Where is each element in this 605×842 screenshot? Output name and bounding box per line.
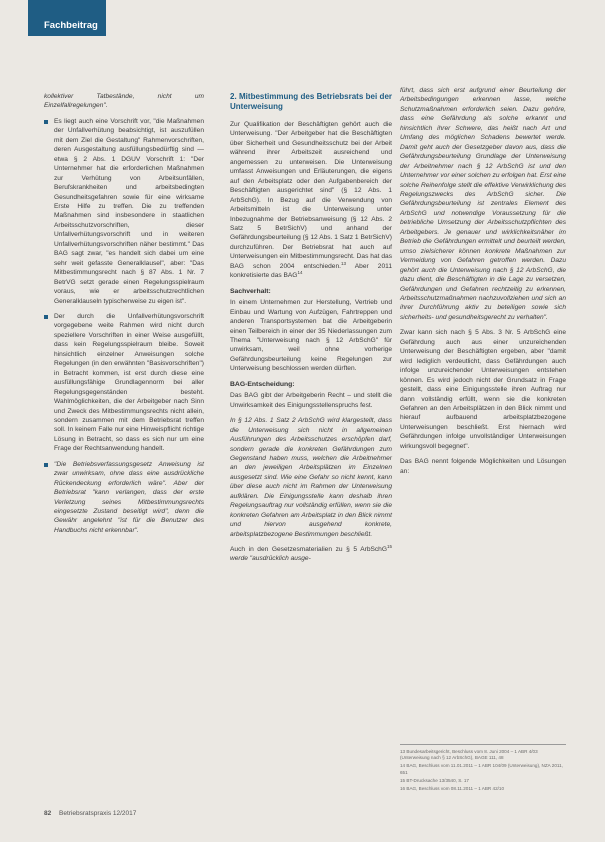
footnotes — [400, 744, 566, 794]
bag-heading: BAG-Entscheidung: — [230, 380, 295, 388]
section-tag — [28, 0, 106, 36]
col1-intro: kollektiver Tatbestände, nicht um Einzelfallregelungen". — [44, 93, 204, 110]
bag-paragraph-1: Das BAG gibt der Arbeitgeberin Recht – und stellt die Unwirksamkeit des Einigungsstellenspruchs fest. — [230, 392, 392, 409]
col1-bullet-1: Es liegt auch eine Vorschrift vor, "die Maßnahmen der Unfallverhütung beabsichtigt, ist auszufüllen mit dem Ziel die Gestaltung" Rahmenvorschriften, deren Ausgestaltung ausfüllungsbedürftig sind — etwa § 2 Abs. 1 DGUV Vorschrift 1: "Der Unternehmer hat die erforderlichen Maßnahmen zur Verhütung von Arbeitsunfällen, Berufskrankheiten und arbeitsbedingten Gesundheitsgefahren sowie für eine wirksame Erste Hilfe zu treffen. Die zu treffenden Maßnahmen sind insbesondere in staatlichen Arbeitsschutzvorschriften, dieser Unfallverhütungsvorschrift und in weiteren Unfallverhütungsvorschriften näher bestimmt." Das BAG sagt zwar, "es handelt sich dabei um eine sehr weit gefasste Generalklausel", aber: "Das Mitbestimmungsrecht nach § 87 Abs. 1 Nr. 7 BetrVG setzt gerade einen Regelungsspielraum voraus, wie er arbeitsschutzrechtlichen Generalklauseln typischerweise zu eigen ist". — [44, 117, 204, 306]
footnote: 16 BAG, Beschluss vom 08.11.2011 – 1 ABR 42/10 — [400, 786, 505, 792]
footnote: 13 Bundesarbeitsgericht, Beschluss vom 8. Juni 2004 – 1 ABR 4/03 (Unterweisung nach § 12 ArbSchG), BAGE 111, 48 — [400, 749, 538, 761]
footnote: 14 BAG, Beschluss vom 11.01.2011 – 1 ABR 104/09 (Unterweisung), NZA 2011, 651 — [400, 763, 563, 775]
col3-paragraph-2: Zwar kann sich nach § 5 Abs. 3 Nr. 5 ArbSchG eine Gefährdung auch aus einer unzureichenden Unterweisung der Beschäftigten ergeben, aber "damit wird lediglich verdeutlicht, dass Gefährdungen auch infolge unzureichender Unterweisungen entstehen können. Es wird jedoch nicht der Grundsatz in Frage gestellt, dass eine Einigungsstelle ihren Auftrag nur dann vollständig erfüllt, wenn sie die konkreten Gefahren an den Arbeitsplätzen in den Blick nimmt und hierauf aufbauend arbeitsplatzbezogene Unterweisungen beschließt. Erst hiernach wird Gefährdungen infolge unvollständiger Unterweisungen wirkungsvoll begegnet". — [400, 329, 566, 450]
col1-bullet-2: Der durch die Unfallverhütungsvorschrift vorgegebene weite Rahmen wird nicht durch speziellere Vorschriften in einer Weise ausgefüllt, dass kein Regelungsspielraum bleibe. Soweit hinsichtlich einzelner Anweisungen solche Regelungen (in den erwähnten "Basisvorschriften") in Betracht kommen, ist erst durch diese eine ausfüllungsfähige Grundlagennorm bei aller Regelungsgegenständen besteht. Wahlmöglichkeiten, die der Arbeitgeber nach Sinn und Zweck des Mitbestimmungsrechts nicht allein, sondern zusammen mit dem Betriebsrat treffen soll. In keinem Falle nur eine Hinweispflicht richtige Lösung in Betracht, so dass es sich nur um eine Frage der Rechtsanwendung handelt. — [44, 312, 204, 454]
sachverhalt-heading: Sachverhalt: — [230, 287, 271, 295]
col3-paragraph-3: Das BAG nennt folgende Möglichkeiten und Lösungen an: — [400, 458, 566, 475]
col2-paragraph-1: Zur Qualifikation der Beschäftigten gehört auch die Unterweisung. "Der Arbeitgeber hat die Beschäftigten über Sicherheit und Gesundheitsschutz bei der Arbeit während ihrer Arbeitszeit ausreichend und angemessen zu unterweisen. Die Unterweisung umfasst Anweisungen und Erläuterungen, die eigens auf den Arbeitsplatz oder den Aufgabenbereich der Beschäftigten ausgerichtet sind" (§ 12 Abs. 1 ArbSchG). In Bezug auf die Verwendung von Arbeitsmitteln ist die Unterweisung unter Inbezugnahme der Betriebsanweisung (§ 12 Abs. 2 Satz 5 BetrSichV) und anhand der Gefährdungsbeurteilung (§ 12 Abs. 1 Satz 1 BetrSichV) durchzuführen. Der Betriebsrat hat auch auf Unterweisungen ein Mitbestimmungsrecht. Das hat das BAG schon 2004 entschieden.$^{13}$ Aber 2011 konkretisierte das BAG$^{14}$ — [230, 121, 392, 280]
page-footer — [44, 810, 136, 817]
sachverhalt-text: In einem Unternehmen zur Herstellung, Vertrieb und Einbau und Wartung von Aufzügen, Fahrtreppen und anderen Transportsystemen bat die Arbeitgeberin einen Teilbereich in einer der 35 Niederlassungen zum Thema "Unterweisung nach § 12 ArbSchG" für unwirksam, weil ohne vorherige Gefährdungsbeurteilung keine Regelungen zur Unterweisung beschlossen werden dürften. — [230, 299, 392, 373]
column-middle — [230, 92, 392, 570]
footnote: 15 BT-Drucksache 13/3540, S. 17 — [400, 777, 469, 783]
col3-paragraph-1: führt, dass sich erst aufgrund einer Beurteilung der Arbeitsbedingungen erkennen lasse, welche Schutzmaßnahmen erforderlich seien. Dazu gehöre, dass eine Gefährdung als solche erkannt und hinsichtlich ihrer Schwere, das heißt nach Art und Umfang des möglichen Schadens bewertet werde. Damit geht auch der Gesetzgeber davon aus, dass die Gefährdungsbeurteilung Grundlage der Unterweisung der Arbeitnehmer nach § 12 ArbSchG ist und den Unternehmer vor einer solchen zu erfolgen hat. Erst eine solche Reihenfolge stellt die effektive Verwirklichung des Regelungszwecks des ArbSchG sicher. Die Gefährdungsbeurteilung ist zentrales Element des ArbSchG und notwendige Voraussetzung für die betriebliche Umsetzung der Arbeitsschutzpflichten des Arbeitgebers. Je genauer und wirklichkeitsnäher im Betrieb die Gefährdungen ermittelt und beurteilt werden, umso zielsicherer können konkrete Maßnahmen zur Vermeidung von Gefahren getroffen werden. Dazu gehört auch die Unterweisung nach § 12 ArbSchG, die dazu dient, die Beschäftigten in die Lage zu versetzen, Gefährdungen und Gefahren rechtzeitig zu erkennen, Arbeitsschutzmaßnahmen nachzuvollziehen und sich an ihrer Durchführung aktiv zu beteiligen sowie sich sicherheits- und gesundheitsgerecht zu verhalten". — [400, 87, 566, 321]
section-tag-label: Fachbeitrag — [44, 20, 98, 31]
bag-paragraph-2: In § 12 Abs. 1 Satz 2 ArbSchG wird klargestellt, dass die Unterweisung sich nicht in allgemeinen Ausführungen des Arbeitsschutzes erschöpfen darf, sondern gerade die konkreten Gefährdungen zum Gegenstand haben muss, welchen die Arbeitnehmer an den jeweiligen Arbeitsplätzen im Einzelnen ausgesetzt sind. Wie eine Gefahr so nicht kennt, kann über diese auch nicht im Rahmen der Unterweisung aufklären. Die Einigungsstelle kann deshalb ihren Regelungsauftrag nur vollständig erfüllen, wenn sie die konkreten Gefahren am Arbeitsplatz in den Blick nimmt und hiervon ausgehend konkrete, arbeitsplatzbezogene Bestimmungen beschließt. — [230, 417, 392, 538]
col1-bullet-3: "Die Betriebsverfassungsgesetz Anweisung ist zwar unwirksam, ohne dass eine ausdrückliche Rückendeckung erforderlich wäre". Aber der Betriebsrat "kann verlangen, dass der erste Verletzung seines Mitbestimmungsrechts eingesetzte Zustand beseitigt wird", denn die Gewähr angelehnt "ist für die Benutzer des Handbuchs nicht erkennbar". — [44, 460, 204, 536]
section-heading: 2. Mitbestimmung des Betriebsrats bei der Unterweisung — [230, 92, 392, 111]
journal-name: Betriebsratspraxis 12/2017 — [59, 810, 137, 817]
page-number: 82 — [44, 810, 52, 817]
column-left — [44, 92, 204, 541]
bag-paragraph-3: Auch in den Gesetzesmaterialien zu § 5 ArbSchG$^{15}$ werde "ausdrücklich ausge- — [230, 543, 392, 563]
column-right — [400, 86, 566, 482]
